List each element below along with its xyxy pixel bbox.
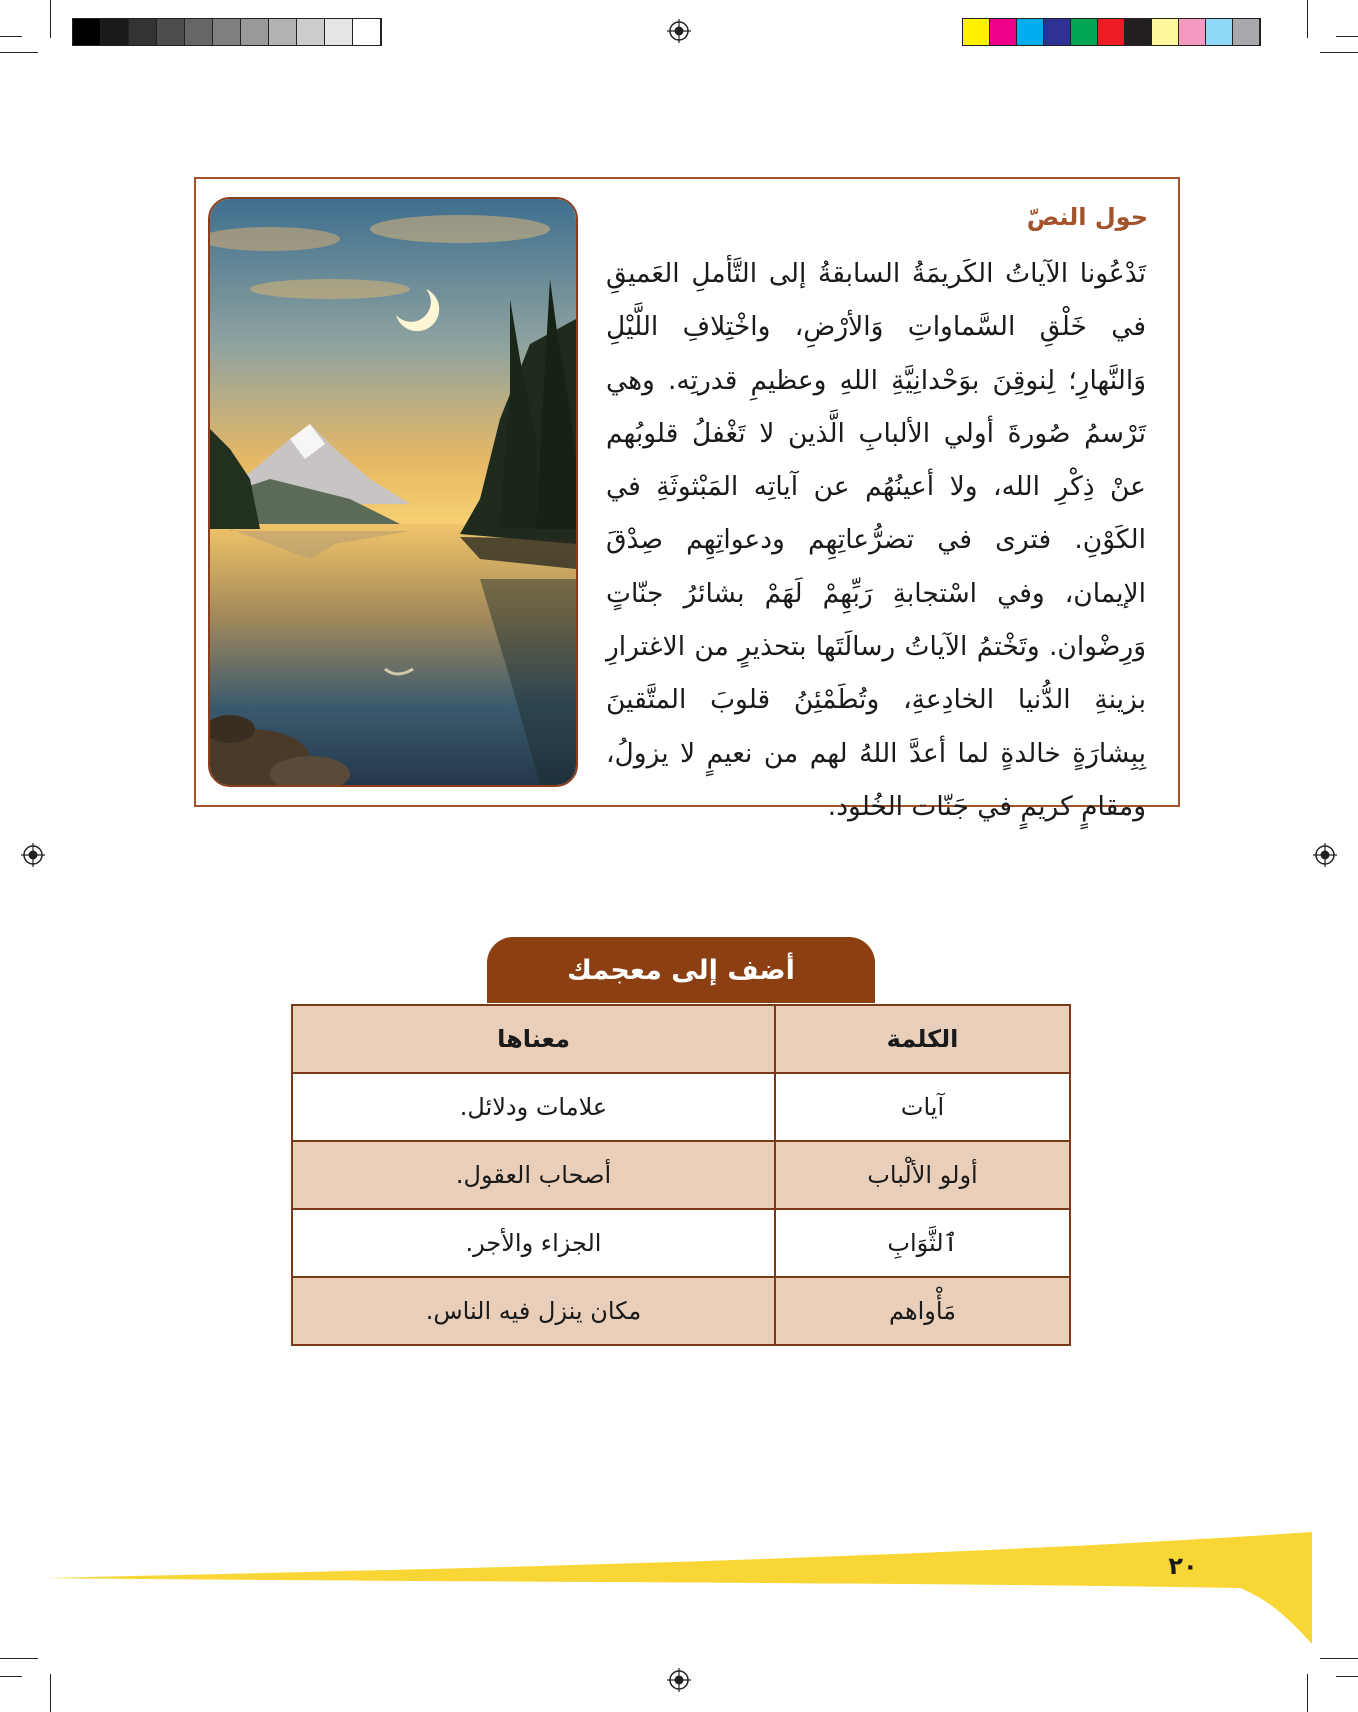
gray-swatch <box>101 19 129 45</box>
passage-text: تَدْعُونا الآياتُ الكَريمَةُ السابقةُ إلى التَّأملِ العَميقِ في خَلْقِ السَّماواتِ وَالأرْضِ، واخْتِلافِ اللَّيْلِ وَالنَّهارِ؛ لِنوقِنَ بوَحْدانِيَّةِ اللهِ وعظيمِ قدرتِه. وهي تَرْسمُ صُورةَ أولي الألبابِ الَّذين لا تَغْفلُ قلوبُهم عنْ ذِكْرِ الله، ولا أعينُهُم عن آياتِه المَبْثوثَةِ في الكَوْنِ. فترى في تضرُّعاتِهِم ودعواتِهِم صِدْقَ الإيمان، وفي اسْتجابةِ رَبِّهِمْ لَهَمْ بشائرُ جنّاتٍ وَرِضْوان. وتَخْتمُ الآياتُ رسالَتَها بتحذيرٍ من الاغترارِ بزينةِ الدُّنيا الخادِعةِ، وتُطَمْئِنُ قلوبَ المتَّقينَ بِبِشارَةٍ خالدةٍ لما أعدَّ اللهُ لهم من نعيمٍ لا يزولُ، ومقامٍ كريمٍ في جَنّات الخُلود. <box>606 258 1146 822</box>
page-number: ٢٠ <box>1168 1552 1198 1580</box>
table-row <box>292 1209 1070 1277</box>
registration-mark-icon <box>21 843 45 867</box>
crop-mark <box>1307 0 1308 38</box>
trim-mark <box>0 36 22 37</box>
table-row <box>292 1141 1070 1209</box>
color-swatch <box>1206 19 1233 45</box>
table-row <box>292 1073 1070 1141</box>
trim-mark <box>1336 36 1358 37</box>
word-cell: أولو الألْباب <box>775 1141 1070 1209</box>
gray-swatch <box>185 19 213 45</box>
color-swatch <box>1098 19 1125 45</box>
gray-swatch <box>129 19 157 45</box>
meaning-cell: مكان ينزل فيه الناس. <box>292 1277 775 1345</box>
color-swatch <box>1233 19 1260 45</box>
crop-mark <box>1320 1658 1358 1659</box>
registration-mark-icon <box>667 19 691 43</box>
color-swatch <box>990 19 1017 45</box>
color-swatch <box>1071 19 1098 45</box>
table-row <box>292 1277 1070 1345</box>
footer-swoosh <box>0 1520 1358 1650</box>
word-cell: مَأْواهم <box>775 1277 1070 1345</box>
gray-swatch <box>325 19 353 45</box>
crop-mark <box>0 1658 38 1659</box>
gray-swatch <box>73 19 101 45</box>
crop-mark <box>50 1674 51 1712</box>
color-swatch <box>1152 19 1179 45</box>
section-title: حول النصّ <box>1026 203 1148 231</box>
meaning-cell: علامات ودلائل. <box>292 1073 775 1141</box>
word-cell: آيات <box>775 1073 1070 1141</box>
gray-swatch <box>241 19 269 45</box>
crop-mark <box>50 0 51 38</box>
gray-swatch <box>213 19 241 45</box>
crop-mark <box>0 52 38 53</box>
crop-mark <box>1307 1674 1308 1712</box>
vocabulary-table <box>291 1004 1071 1346</box>
crop-mark <box>1320 52 1358 53</box>
meaning-cell: الجزاء والأجر. <box>292 1209 775 1277</box>
word-cell: ٱلثَّوَابِ <box>775 1209 1070 1277</box>
meaning-cell: أصحاب العقول. <box>292 1141 775 1209</box>
vocabulary-tab-title: أضف إلى معجمك <box>487 937 875 1003</box>
color-swatch <box>963 19 990 45</box>
trim-mark <box>1336 1676 1358 1677</box>
gray-swatch <box>157 19 185 45</box>
color-swatch <box>1017 19 1044 45</box>
header-word: الكلمة <box>775 1005 1070 1073</box>
header-meaning: معناها <box>292 1005 775 1073</box>
gray-swatch <box>269 19 297 45</box>
color-swatch <box>1125 19 1152 45</box>
about-text-box <box>194 177 1180 822</box>
grayscale-calibration-bar <box>72 18 382 46</box>
table-header-row <box>292 1005 1070 1073</box>
color-calibration-bar <box>962 18 1261 46</box>
gray-swatch <box>353 19 381 45</box>
color-swatch <box>1044 19 1071 45</box>
registration-mark-icon <box>1313 843 1337 867</box>
gray-swatch <box>297 19 325 45</box>
landscape-photo <box>208 197 578 787</box>
trim-mark <box>0 1676 22 1677</box>
registration-mark-icon <box>667 1668 691 1692</box>
color-swatch <box>1179 19 1206 45</box>
